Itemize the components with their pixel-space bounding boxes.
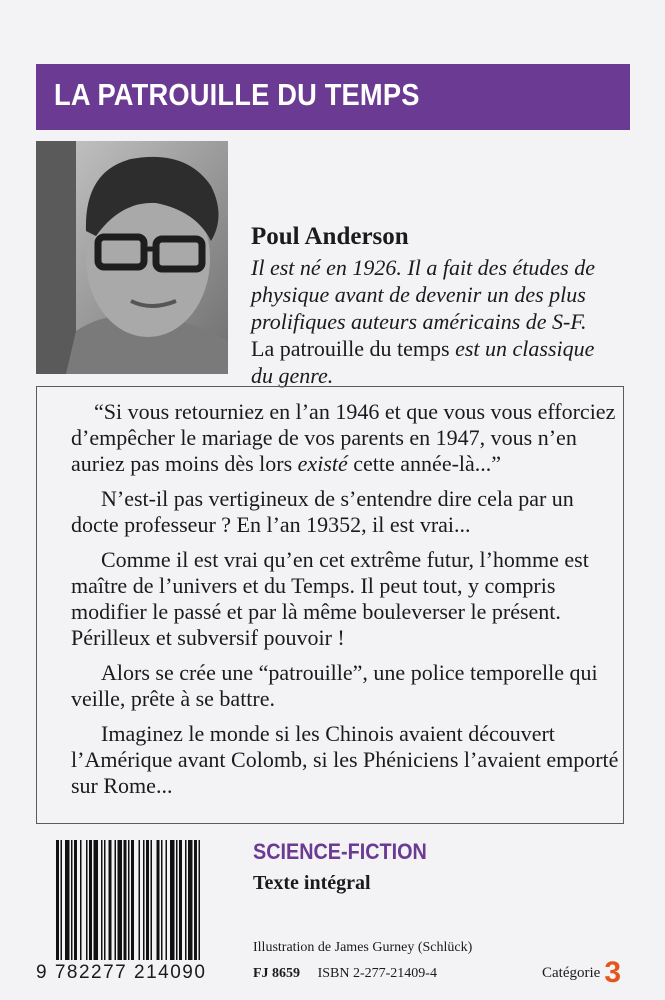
barcode-bar	[157, 840, 160, 960]
barcode-bars	[56, 840, 242, 960]
isbn: ISBN 2-277-21409-4	[317, 966, 437, 981]
barcode-bar	[89, 840, 92, 960]
blurb-paragraph	[71, 399, 619, 477]
barcode-bar	[101, 840, 103, 960]
barcode-bar	[188, 840, 193, 960]
barcode-bar	[104, 840, 106, 960]
bio-line	[251, 281, 641, 308]
blurb-paragraph	[71, 547, 619, 651]
author-name: Poul Anderson	[251, 223, 409, 250]
author-photo	[36, 141, 228, 374]
barcode-digits: 9 782277 214090	[36, 962, 207, 983]
bio-line	[251, 335, 641, 362]
blurb-run: “Si vous retourniez en l’an 1946 et que vous vous efforciez d’empêcher le mariage de vos parents en 1947, vous n’en auriez pas moins dès lors	[71, 399, 616, 476]
bio-line	[251, 308, 641, 335]
category	[542, 956, 621, 990]
category-label: Catégorie	[542, 965, 601, 981]
bio-text: est un classique	[455, 336, 595, 361]
barcode-bar	[128, 840, 130, 960]
barcode-bar	[179, 840, 182, 960]
blurb-paragraph	[71, 660, 619, 712]
barcode-bar	[56, 840, 59, 960]
barcode-bar	[143, 840, 145, 960]
barcode-bar	[199, 840, 201, 960]
barcode-bar	[170, 840, 175, 960]
barcode-bar	[146, 840, 149, 960]
edition-label: Texte intégral	[253, 872, 371, 894]
barcode-bar	[124, 840, 127, 960]
barcode-bar	[161, 840, 163, 960]
blurb-run: existé	[297, 451, 348, 476]
barcode-bar	[109, 840, 112, 960]
bio-text: prolifiques auteurs américains de S-F.	[251, 309, 587, 334]
barcode-bar	[94, 840, 99, 960]
barcode	[36, 840, 242, 986]
reference-line	[253, 966, 437, 982]
genre-label: SCIENCE-FICTION	[253, 839, 427, 864]
barcode-bar	[71, 840, 73, 960]
bio-text: du genre.	[251, 363, 334, 388]
barcode-bar	[185, 840, 187, 960]
blurb-run: Imaginez le monde si les Chinois avaient découvert l’Amérique avant Colomb, si les Phéniciens l’avaient emporté sur Rome...	[71, 721, 619, 798]
bio-text: physique avant de devenir un des plus	[251, 282, 586, 307]
barcode-bar	[61, 840, 63, 960]
blurb-run: cette année-là...”	[347, 451, 502, 476]
barcode-bar	[118, 840, 123, 960]
barcode-bar	[131, 840, 134, 960]
blurb-paragraph	[71, 486, 619, 538]
barcode-bar	[176, 840, 178, 960]
title-band	[36, 64, 630, 130]
bio-text: Il est né en 1926. Il a fait des études de	[251, 255, 595, 280]
barcode-bar	[115, 840, 117, 960]
barcode-bar	[194, 840, 197, 960]
barcode-bar	[80, 840, 82, 960]
fj-code: FJ 8659	[253, 966, 301, 981]
barcode-bar	[65, 840, 70, 960]
blurb-run: Comme il est vrai qu’en cet extrême futur, l’homme est maître de l’univers et du Temps. Il peut tout, y compris modifier le passé et par là même bouleverser le présent. Périlleux et subversif pouvoir !	[71, 547, 589, 650]
blurb-run: Alors se crée une “patrouille”, une police temporelle qui veille, prête à se battre.	[71, 660, 598, 711]
blurb-run: N’est-il pas vertigineux de s’entendre dire cela par un docte professeur ? En l’an 19352, il est vrai...	[71, 486, 574, 537]
bio-text: La patrouille du temps	[251, 336, 456, 361]
barcode-bar	[86, 840, 88, 960]
book-title: LA PATROUILLE DU TEMPS	[54, 77, 420, 112]
barcode-bar	[139, 840, 141, 960]
barcode-bar	[166, 840, 168, 960]
author-block	[251, 222, 641, 389]
blurb-paragraph	[71, 721, 619, 799]
bio-line	[251, 362, 641, 389]
barcode-bar	[74, 840, 77, 960]
illustration-credit: Illustration de James Gurney (Schlück)	[253, 940, 473, 955]
author-bio	[251, 254, 641, 389]
category-number: 3	[604, 956, 621, 989]
barcode-bar	[151, 840, 153, 960]
blurb-text	[71, 399, 619, 808]
bio-line	[251, 254, 641, 281]
